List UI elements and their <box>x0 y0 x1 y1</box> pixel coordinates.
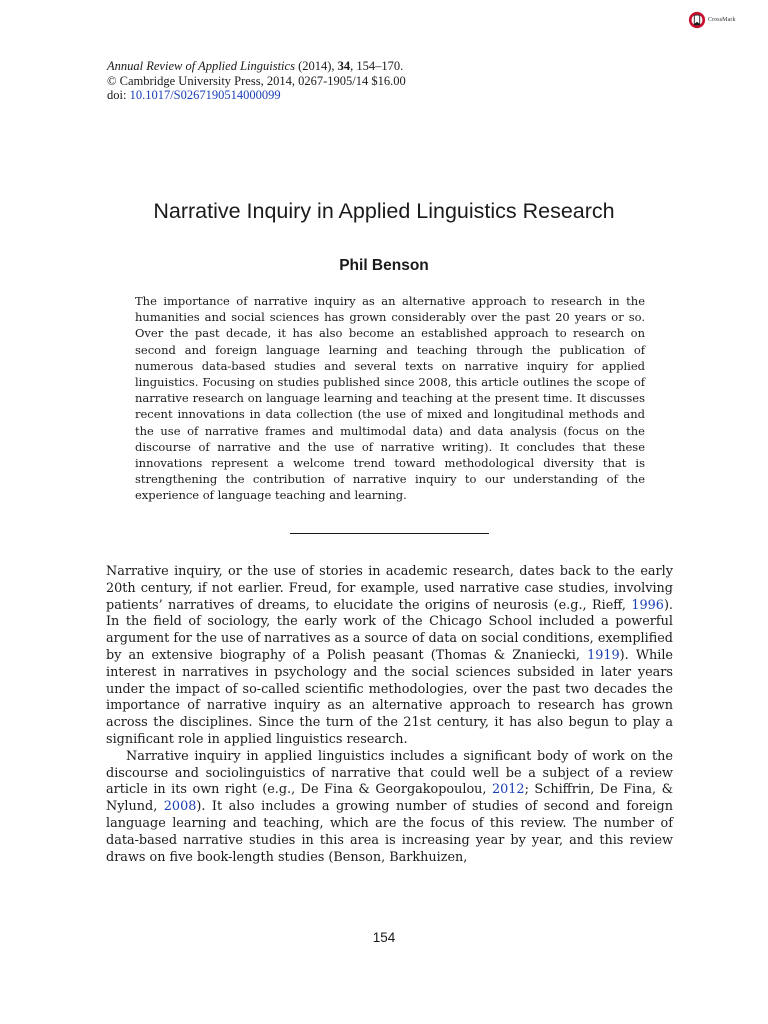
citation-pages: , 154–170. <box>350 59 404 73</box>
citation-doi-line <box>107 88 406 103</box>
body-text <box>106 564 673 866</box>
crossmark-label: CrossMark <box>708 17 736 23</box>
article-title: Narrative Inquiry in Applied Linguistics Research <box>153 199 615 223</box>
citation-block <box>107 59 406 103</box>
citation-year: (2014), <box>294 59 338 73</box>
paragraph-2-text-b: ; Schiffrin, De Fina, & Nylund, <box>106 782 673 815</box>
paragraph-1-text-a: Narrative inquiry, or the use of stories in academic research, dates back to the early 20th century, if not earlier. Freud, for example, used narrative case studies, involving patients’ narratives of dreams, to elucidate the origins of neurosis (e.g., Rieff, <box>106 564 673 613</box>
citation-volume: 34 <box>337 59 351 73</box>
paragraph-1-text-b: ). In the field of sociology, the early work of the Chicago School included a powerful argument for the use of narratives as a source of data on social conditions, exemplified by an extensive biography of a Polish peasant (Thomas & Znaniecki, <box>106 597 673 663</box>
abstract: The importance of narrative inquiry as an alternative approach to research in the humanities and social sciences has grown considerably over the past 20 years or so. Over the past decade, it has also become an established approach to research on second and foreign language learning and teaching through the publication of numerous data-based studies and several texts on narrative inquiry for applied linguistics. Focusing on studies published since 2008, this article outlines the scope of narrative research on language learning and teaching at the present time. It discusses recent innovations in data collection (the use of mixed and longitudinal methods and the use of narrative frames and multimodal data) and data analysis (focus on the discourse of narrative and the use of narrative writing). It concludes that these innovations represent a welcome trend toward methodological diversity that is strengthening the contribution of narrative inquiry to our understanding of the experience of language teaching and learning. <box>135 294 645 503</box>
citation-copyright: © Cambridge University Press, 2014, 0267-1905/14 $16.00 <box>107 73 406 88</box>
paragraph-1 <box>106 564 673 749</box>
article-author: Phil Benson <box>339 257 429 274</box>
paragraph-2 <box>106 749 673 867</box>
citation-link-schiffrin-2008[interactable]: 2008 <box>163 799 197 815</box>
citation-link-defina-2012[interactable]: 2012 <box>492 782 525 798</box>
crossmark-icon <box>688 11 706 29</box>
page-number: 154 <box>372 930 396 945</box>
paragraph-1-text-c: ). While interest in narratives in psychology and the social sciences subsided in later years under the impact of so-called scientific methodologies, over the past two decades the importance of narrative inquiry as an alternative approach to research has grown across the disciplines. Since the turn of the 21st century, it has also begun to play a significant role in applied linguistics research. <box>106 647 673 747</box>
doi-prefix: doi: <box>107 88 130 102</box>
crossmark-badge[interactable] <box>688 11 736 29</box>
journal-name: Annual Review of Applied Linguistics <box>107 59 295 73</box>
citation-link-rieff-1996[interactable]: 1996 <box>631 597 664 613</box>
paragraph-2-text-a: Narrative inquiry in applied linguistics includes a significant body of work on the discourse and sociolinguistics of narrative that could well be a subject of a review article in its own right (e.g., De Fina & Georgakopoulou, <box>106 748 673 798</box>
citation-link-thomas-1919[interactable]: 1919 <box>587 647 620 663</box>
paragraph-2-text-c: ). It also includes a growing number of studies of second and foreign language learning and teaching, which are the focus of this review. The number of data-based narrative studies in this area is increasing year by year, and this review draws on five book-length studies (Benson, Barkhuizen, <box>106 799 673 865</box>
doi-link[interactable]: 10.1017/S0267190514000099 <box>129 88 281 102</box>
section-divider <box>290 533 489 534</box>
citation-line-journal <box>107 59 406 74</box>
